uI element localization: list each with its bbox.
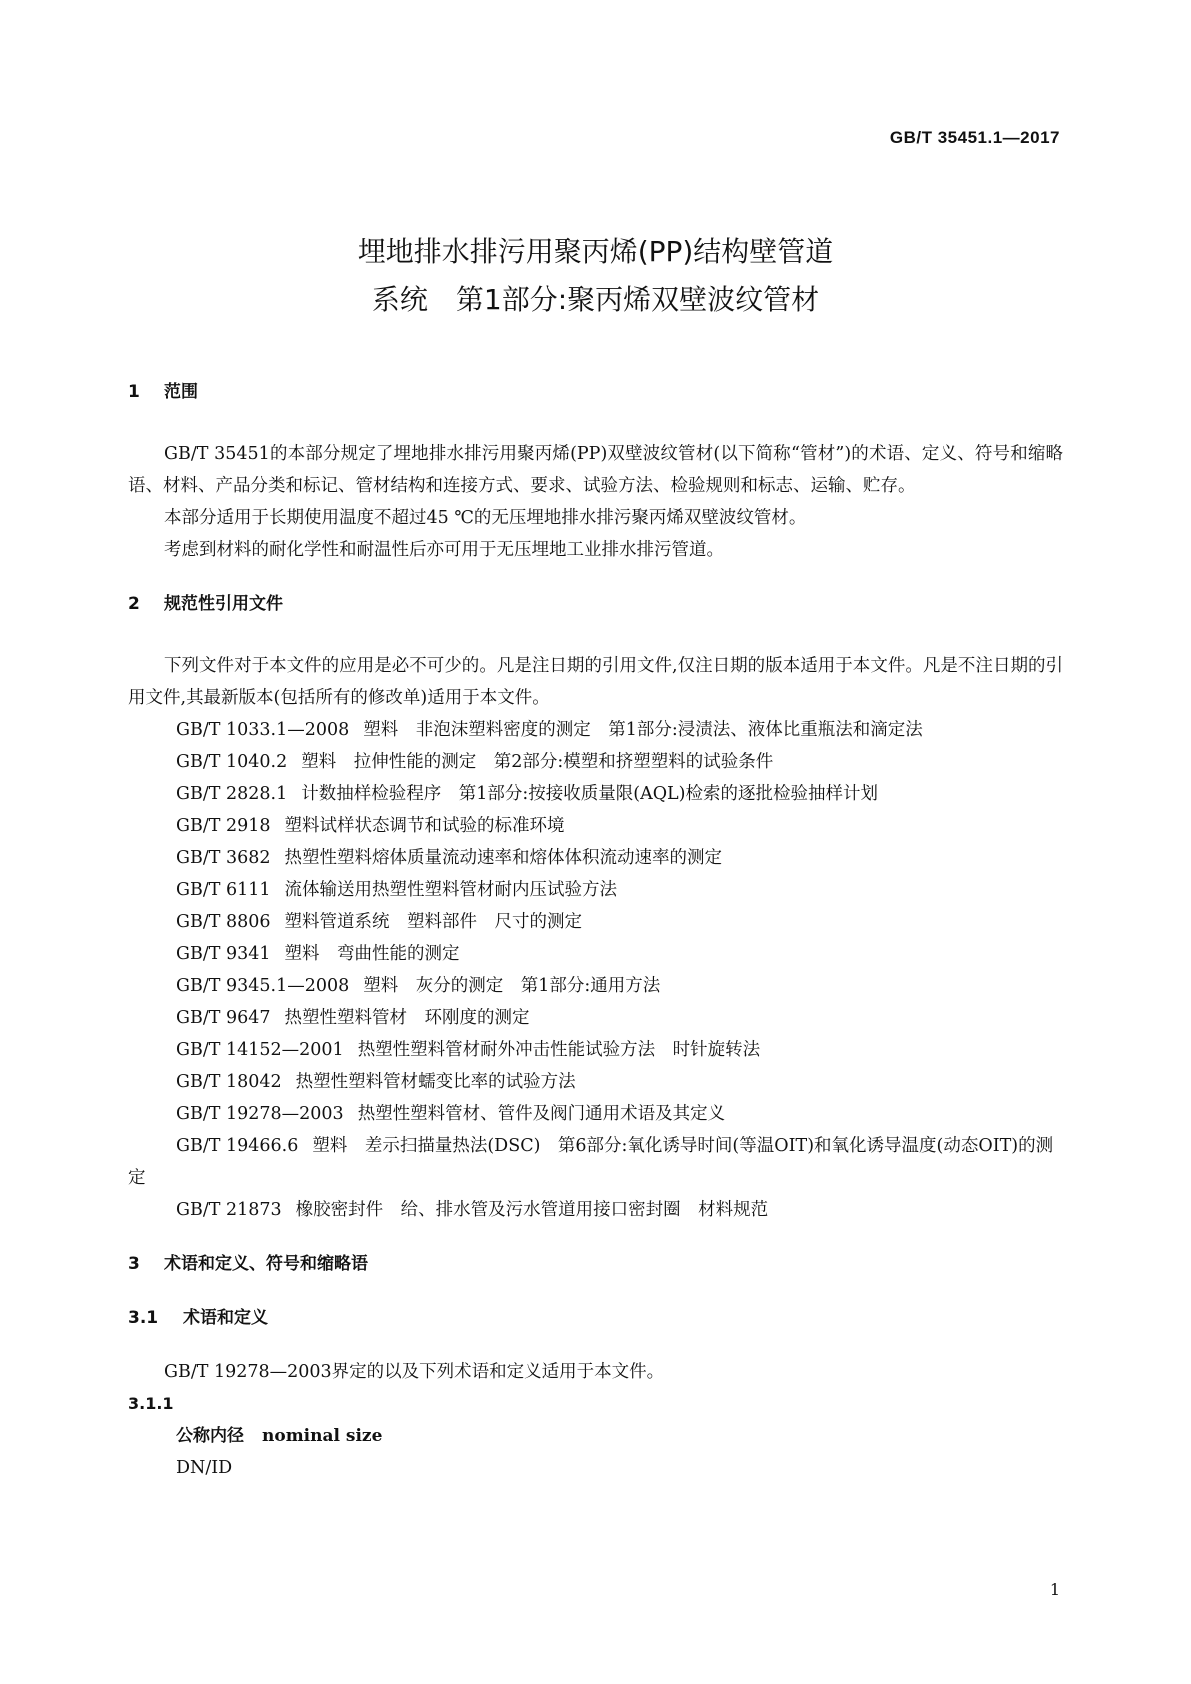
section-number: 2 bbox=[128, 594, 140, 614]
reference-code: GB/T 9647 bbox=[176, 1008, 271, 1028]
reference-code: GB/T 8806 bbox=[176, 912, 271, 932]
reference-code: GB/T 3682 bbox=[176, 848, 271, 868]
standard-number: GB/T 35451.1—2017 bbox=[889, 128, 1060, 147]
scope-paragraph: 本部分适用于长期使用温度不超过45 ℃的无压埋地排水排污聚丙烯双壁波纹管材。 bbox=[164, 508, 807, 528]
document-title bbox=[0, 228, 1191, 324]
reference-code: GB/T 21873 bbox=[176, 1200, 282, 1220]
document-body bbox=[128, 376, 1063, 1484]
references-intro: 下列文件对于本文件的应用是必不可少的。凡是注日期的引用文件,仅注日期的版本适用于本文件。凡是不注日期的引用文件,其最新版本(包括所有的修改单)适用于本文件。 bbox=[128, 656, 1063, 708]
reference-title: 热塑性塑料管材耐外冲击性能试验方法 时针旋转法 bbox=[357, 1040, 761, 1060]
section-1-heading bbox=[128, 376, 1063, 408]
term-name-zh: 公称内径 bbox=[176, 1426, 244, 1446]
reference-code: GB/T 6111 bbox=[176, 880, 271, 900]
terms-intro: GB/T 19278—2003界定的以及下列术语和定义适用于本文件。 bbox=[164, 1362, 665, 1382]
scope-paragraph: GB/T 35451的本部分规定了埋地排水排污用聚丙烯(PP)双壁波纹管材(以下简称“管材”)的术语、定义、符号和缩略语、材料、产品分类和标记、管材结构和连接方式、要求、试验方法、检验规则和标志、运输、贮存。 bbox=[128, 444, 1063, 496]
reference-code: GB/T 9341 bbox=[176, 944, 271, 964]
section-2-heading bbox=[128, 588, 1063, 620]
reference-item bbox=[128, 842, 1063, 874]
scope-paragraph: 考虑到材料的耐化学性和耐温性后亦可用于无压埋地工业排水排污管道。 bbox=[164, 540, 724, 560]
reference-item bbox=[128, 810, 1063, 842]
term-name bbox=[128, 1420, 1063, 1452]
reference-item bbox=[128, 906, 1063, 938]
term-abbreviation: DN/ID bbox=[176, 1458, 233, 1478]
reference-item bbox=[128, 970, 1063, 1002]
term-number: 3.1.1 bbox=[128, 1394, 174, 1413]
reference-item bbox=[128, 746, 1063, 778]
reference-title: 塑料 差示扫描量热法(DSC) 第6部分:氧化诱导时间(等温OIT)和氧化诱导温度(动态OIT)的测定 bbox=[128, 1136, 1054, 1188]
reference-code: GB/T 2918 bbox=[176, 816, 271, 836]
reference-item bbox=[128, 1066, 1063, 1098]
subsection-3-1-heading bbox=[128, 1302, 1063, 1334]
reference-code: GB/T 2828.1 bbox=[176, 784, 288, 804]
subsection-title: 术语和定义 bbox=[183, 1308, 268, 1328]
title-line-2: 系统 第1部分:聚丙烯双壁波纹管材 bbox=[371, 283, 820, 316]
reference-item bbox=[128, 1034, 1063, 1066]
page-number: 1 bbox=[1049, 1580, 1060, 1599]
reference-title: 塑料管道系统 塑料部件 尺寸的测定 bbox=[284, 912, 583, 932]
section-title: 术语和定义、符号和缩略语 bbox=[164, 1254, 368, 1274]
reference-code: GB/T 1040.2 bbox=[176, 752, 288, 772]
reference-item bbox=[128, 1130, 1063, 1194]
reference-title: 塑料 灰分的测定 第1部分:通用方法 bbox=[363, 976, 661, 996]
reference-title: 橡胶密封件 给、排水管及污水管道用接口密封圈 材料规范 bbox=[295, 1200, 769, 1220]
subsection-number: 3.1 bbox=[128, 1308, 159, 1328]
reference-title: 热塑性塑料熔体质量流动速率和熔体体积流动速率的测定 bbox=[284, 848, 723, 868]
reference-item bbox=[128, 1098, 1063, 1130]
reference-item bbox=[128, 714, 1063, 746]
title-line-1: 埋地排水排污用聚丙烯(PP)结构壁管道 bbox=[357, 235, 834, 268]
reference-code: GB/T 18042 bbox=[176, 1072, 282, 1092]
reference-item bbox=[128, 1194, 1063, 1226]
section-title: 规范性引用文件 bbox=[164, 594, 283, 614]
section-number: 1 bbox=[128, 382, 140, 402]
reference-list bbox=[128, 714, 1063, 1226]
term-name-en: nominal size bbox=[262, 1426, 383, 1446]
reference-code: GB/T 19466.6 bbox=[176, 1136, 299, 1156]
reference-title: 计数抽样检验程序 第1部分:按接收质量限(AQL)检索的逐批检验抽样计划 bbox=[301, 784, 879, 804]
reference-item bbox=[128, 778, 1063, 810]
reference-code: GB/T 1033.1—2008 bbox=[176, 720, 350, 740]
reference-title: 热塑性塑料管材 环刚度的测定 bbox=[284, 1008, 530, 1028]
reference-title: 塑料 拉伸性能的测定 第2部分:模塑和挤塑塑料的试验条件 bbox=[301, 752, 774, 772]
reference-code: GB/T 19278—2003 bbox=[176, 1104, 344, 1124]
reference-title: 流体输送用热塑性塑料管材耐内压试验方法 bbox=[284, 880, 618, 900]
reference-title: 塑料 弯曲性能的测定 bbox=[284, 944, 460, 964]
reference-title: 热塑性塑料管材蠕变比率的试验方法 bbox=[295, 1072, 576, 1092]
section-title: 范围 bbox=[164, 382, 198, 402]
section-number: 3 bbox=[128, 1254, 140, 1274]
reference-item bbox=[128, 938, 1063, 970]
reference-title: 塑料 非泡沫塑料密度的测定 第1部分:浸渍法、液体比重瓶法和滴定法 bbox=[363, 720, 923, 740]
reference-item bbox=[128, 1002, 1063, 1034]
reference-title: 热塑性塑料管材、管件及阀门通用术语及其定义 bbox=[357, 1104, 726, 1124]
reference-code: GB/T 9345.1—2008 bbox=[176, 976, 350, 996]
reference-title: 塑料试样状态调节和试验的标准环境 bbox=[284, 816, 565, 836]
section-3-heading bbox=[128, 1248, 1063, 1280]
reference-item bbox=[128, 874, 1063, 906]
reference-code: GB/T 14152—2001 bbox=[176, 1040, 344, 1060]
